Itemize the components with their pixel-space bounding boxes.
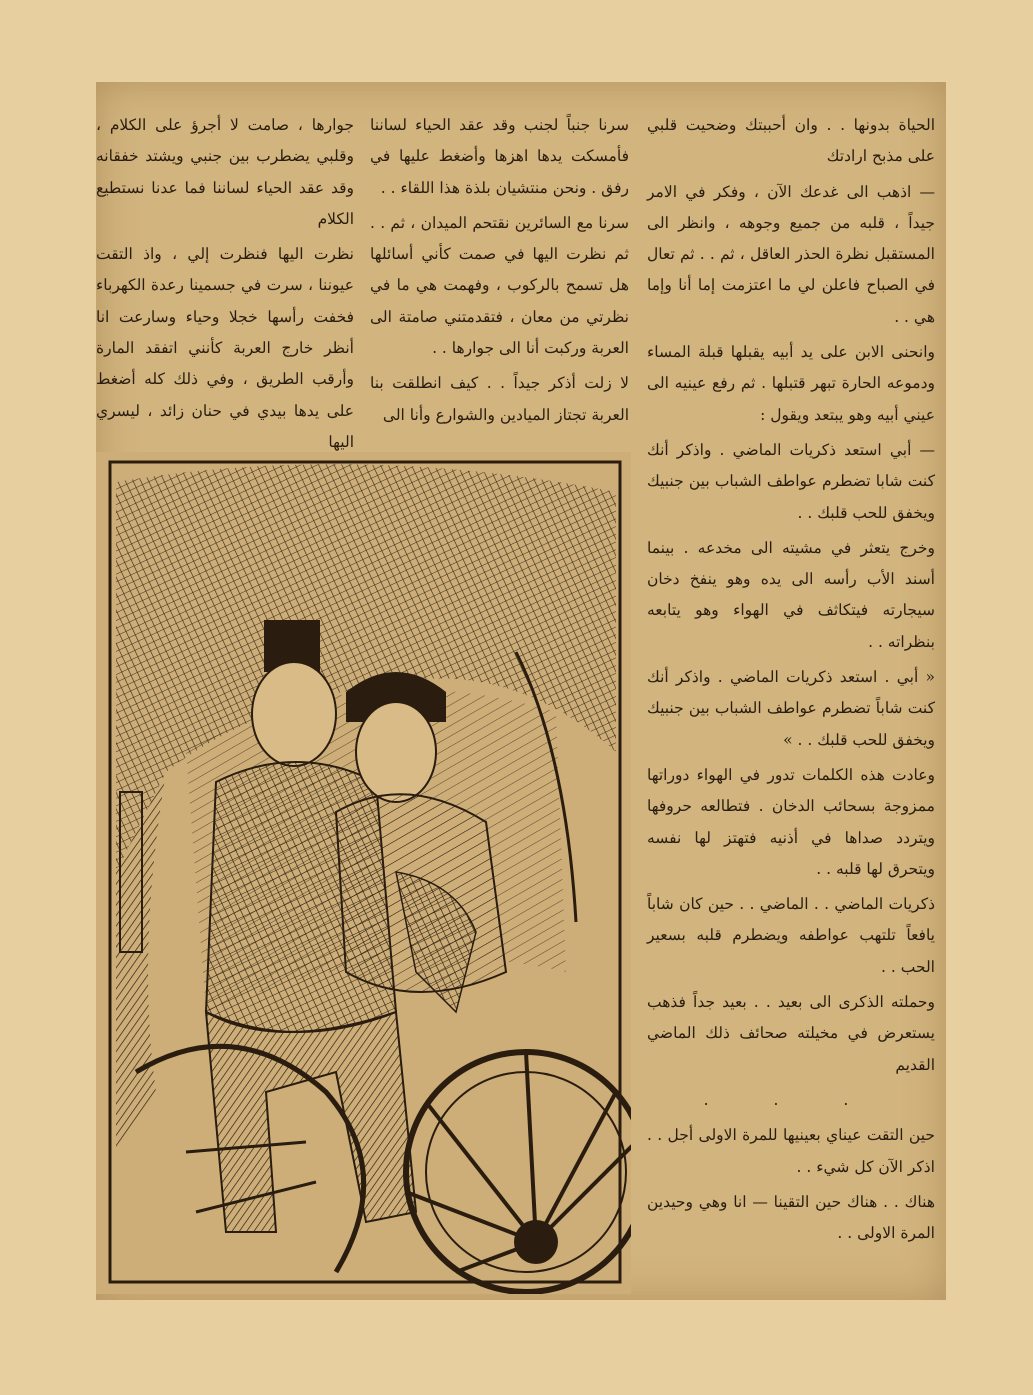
section-break: . . . [703,1090,879,1109]
paragraph: وعادت هذه الكلمات تدور في الهواء دوراتها ممزوجة بسحائب الدخان . فتطالعه حروفها ويتردد صداها في أذنيه فتهتز لها نفسه ويتحرق لها قلبه . . [647,765,935,878]
paragraph: سرنا مع السائرين نقتحم الميدان ، ثم . . ثم نظرت اليها في صمت كأني أسائلها هل تسمح بالركوب ، وفهمت هي ما في نظرتي من معان ، فتقدمتني صامتة الى العربة وركبت أنا الى جوارها . . [370,213,629,358]
text-column-middle [370,110,629,435]
text-column-right [647,110,935,1253]
ink-drawing [96,452,631,1294]
paragraph: « أبي . استعد ذكريات الماضي . واذكر أنك كنت شاباً تضطرم عواطف الشباب بين جنبيك ويخفق للحب قلبك . . » [647,668,935,749]
paragraph: نظرت اليها فنظرت إلي ، واذ التقت عيوننا ، سرت في جسمينا رعدة الكهرباء فخفت رأسها خجلا وحياء وسارعت انا أنظر خارج العربة كأنني اتفقد المارة وأرقب الطريق ، وفي ذلك كله أضغط على يدها بيدي في حنان زائد ، ليسري اليها [96,245,354,451]
paragraph: — اذهب الى غدعك الآن ، وفكر في الامر جيداً ، قلبه من جميع وجوهه ، وانظر الى المستقبل نظرة الحذر العاقل ، ثم . . ثم تعال في الصباح فاعلن لي ما اعتزمت إما أنا وإما هي . . [647,182,935,326]
paragraph: — أبي استعد ذكريات الماضي . واذكر أنك كنت شابا تضطرم عواطف الشباب بين جنبيك ويخفق للحب قلبك . . [647,440,935,522]
paragraph: لا زلت أذكر جيداً . . كيف انطلقت بنا العربة تجتاز الميادين والشوارع وأنا الى [370,374,629,424]
paragraph: وخرج يتعثر في مشيته الى مخدعه . بينما أسند الأب رأسه الى يده وهو ينفخ دخان سيجارته فيتكاثف في الهواء وهو يتابعه بنظراته . . [647,538,935,651]
carriage-illustration [96,452,631,1294]
paragraph: حين التقت عيناي بعينيها للمرة الاولى أجل . . اذكر الآن كل شيء . . [647,1126,935,1176]
carriage-wheel [406,1052,631,1292]
paragraph: الحياة بدونها . . وان أحببتك وضحيت قلبي على مذبح ارادتك [647,116,935,166]
woman-face [356,702,436,802]
text-column-left [96,110,354,462]
magazine-page [96,82,946,1300]
paragraph: هناك . . هناك حين التقينا — انا وهي وحيدين المرة الاولى . . [647,1192,935,1243]
paragraph: وانحنى الابن على يد أبيه يقبلها قبلة المساء ودموعه الحارة تبهر قتبلها . ثم رفع عينيه الى عيني أبيه وهو يبتعد ويقول : [647,343,935,424]
paragraph: جوارها ، صامت لا أجرؤ على الكلام ، وقلبي يضطرب بين جنبي ويشتد خفقانه وقد عقد الحياء لساننا فما عدنا نستطيع الكلام [96,116,354,228]
man-face [252,662,336,766]
paragraph: سرنا جنباً لجنب وقد عقد الحياء لساننا فأمسكت يدها اهزها وأضغط عليها في رفق . ونحن منتشيان بلذة هذا اللقاء . . [370,116,629,197]
paragraph: وحملته الذكرى الى بعيد . . بعيد جداً فذهب يستعرض في مخيلته صحائف ذلك الماضي القديم [647,993,935,1074]
paragraph: ذكريات الماضي . . الماضي . . حين كان شاباً يافعاً تلتهب عواطفه ويضطرم قلبه بسعير الحب . . [647,895,935,976]
